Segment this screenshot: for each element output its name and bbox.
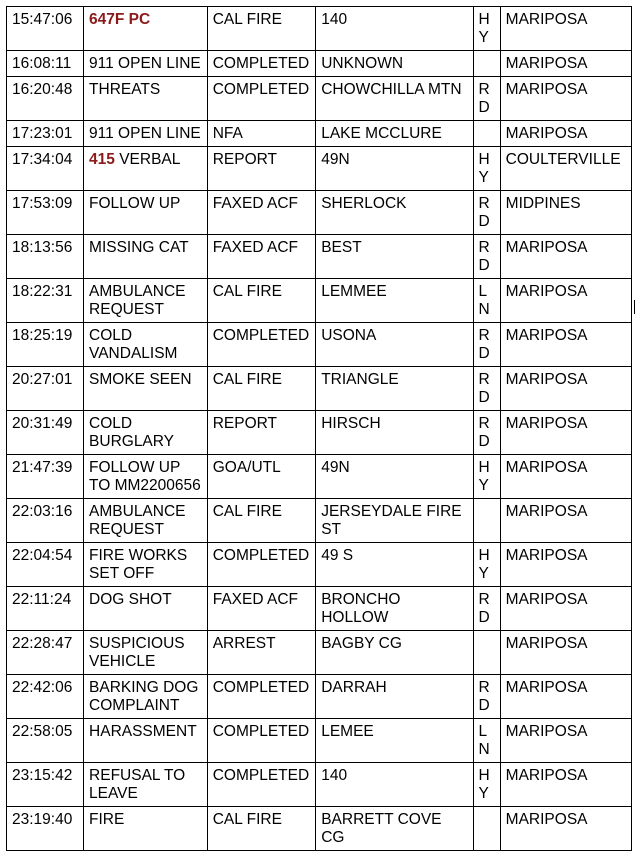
call-nature: HARASSMENT — [89, 723, 197, 740]
type-cell: RD — [473, 675, 500, 719]
city-cell: MIDPINES — [500, 191, 631, 235]
call-nature: SMOKE SEEN — [89, 371, 192, 388]
location-cell: SHERLOCK — [316, 191, 473, 235]
call-nature: FOLLOW UP — [89, 195, 181, 212]
nature-cell — [84, 235, 208, 279]
location-cell: TRIANGLE — [316, 367, 473, 411]
city-cell: MARIPOSA — [500, 675, 631, 719]
disposition-cell: COMPLETED — [207, 719, 316, 763]
time-cell: 17:34:04 — [7, 147, 84, 191]
table-row — [7, 323, 632, 367]
table-row — [7, 807, 632, 851]
call-code: 647F PC — [89, 11, 151, 28]
time-cell: 22:04:54 — [7, 543, 84, 587]
time-cell: 17:23:01 — [7, 121, 84, 147]
location-cell: LAKE MCCLURE — [316, 121, 473, 147]
disposition-cell: CAL FIRE — [207, 7, 316, 51]
city-cell: MARIPOSA — [500, 77, 631, 121]
location-cell: BARRETT COVE CG — [316, 807, 473, 851]
city-cell: MARIPOSA — [500, 543, 631, 587]
time-cell: 20:27:01 — [7, 367, 84, 411]
nature-cell — [84, 807, 208, 851]
type-cell — [473, 51, 500, 77]
time-cell: 22:42:06 — [7, 675, 84, 719]
city-cell: MARIPOSA — [500, 7, 631, 51]
location-cell: BRONCHO HOLLOW — [316, 587, 473, 631]
city-cell: MARIPOSA — [500, 121, 631, 147]
time-cell: 20:31:49 — [7, 411, 84, 455]
call-log-table — [6, 6, 632, 851]
disposition-cell: ARREST — [207, 631, 316, 675]
table-row — [7, 719, 632, 763]
type-cell: RD — [473, 235, 500, 279]
type-cell — [473, 807, 500, 851]
time-cell: 18:25:19 — [7, 323, 84, 367]
type-cell: RD — [473, 191, 500, 235]
nature-cell — [84, 51, 208, 77]
table-row — [7, 191, 632, 235]
city-cell: MARIPOSA — [500, 719, 631, 763]
table-row — [7, 235, 632, 279]
time-cell: 16:20:48 — [7, 77, 84, 121]
call-nature: BARKING DOG COMPLAINT — [89, 679, 199, 714]
call-nature: 911 OPEN LINE — [89, 125, 201, 142]
disposition-cell: COMPLETED — [207, 675, 316, 719]
location-cell: LEMMEE — [316, 279, 473, 323]
time-cell: 22:11:24 — [7, 587, 84, 631]
call-nature: VERBAL — [114, 151, 181, 168]
time-cell: 22:28:47 — [7, 631, 84, 675]
disposition-cell: REPORT — [207, 147, 316, 191]
call-nature: FOLLOW UP TO MM2200656 — [89, 459, 201, 494]
nature-cell — [84, 191, 208, 235]
city-cell: MARIPOSA — [500, 499, 631, 543]
city-cell: MARIPOSA — [500, 411, 631, 455]
table-row — [7, 279, 632, 323]
nature-cell — [84, 367, 208, 411]
type-cell: LN — [473, 279, 500, 323]
nature-cell — [84, 543, 208, 587]
type-cell: HY — [473, 763, 500, 807]
city-cell: MARIPOSA — [500, 631, 631, 675]
nature-cell — [84, 499, 208, 543]
disposition-cell: CAL FIRE — [207, 279, 316, 323]
type-cell: RD — [473, 77, 500, 121]
nature-cell — [84, 77, 208, 121]
type-cell: HY — [473, 543, 500, 587]
table-row — [7, 675, 632, 719]
location-cell: BEST — [316, 235, 473, 279]
location-cell: USONA — [316, 323, 473, 367]
call-nature: AMBULANCE REQUEST — [89, 283, 186, 318]
city-cell: MARIPOSA — [500, 807, 631, 851]
city-cell: MARIPOSA — [500, 763, 631, 807]
nature-cell — [84, 7, 208, 51]
location-cell: DARRAH — [316, 675, 473, 719]
location-cell: JERSEYDALE FIRE ST — [316, 499, 473, 543]
location-cell: LEMEE — [316, 719, 473, 763]
type-cell: HY — [473, 7, 500, 51]
time-cell: 18:13:56 — [7, 235, 84, 279]
table-row — [7, 543, 632, 587]
location-cell: 140 — [316, 7, 473, 51]
disposition-cell: FAXED ACF — [207, 235, 316, 279]
type-cell: RD — [473, 323, 500, 367]
nature-cell — [84, 147, 208, 191]
nature-cell — [84, 719, 208, 763]
nature-cell — [84, 323, 208, 367]
city-cell: COULTERVILLE — [500, 147, 631, 191]
call-nature: DOG SHOT — [89, 591, 172, 608]
call-nature: SUSPICIOUS VEHICLE — [89, 635, 185, 670]
call-nature: FIRE WORKS SET OFF — [89, 547, 188, 582]
disposition-cell: REPORT — [207, 411, 316, 455]
call-code: 415 — [89, 151, 115, 168]
location-cell: 49 S — [316, 543, 473, 587]
nature-cell — [84, 121, 208, 147]
table-row — [7, 367, 632, 411]
page-edge-mark — [634, 300, 635, 314]
disposition-cell: COMPLETED — [207, 77, 316, 121]
disposition-cell: COMPLETED — [207, 543, 316, 587]
city-cell: MARIPOSA — [500, 455, 631, 499]
city-cell: MARIPOSA — [500, 367, 631, 411]
call-nature: THREATS — [89, 81, 161, 98]
disposition-cell: COMPLETED — [207, 51, 316, 77]
location-cell: 49N — [316, 455, 473, 499]
nature-cell — [84, 279, 208, 323]
nature-cell — [84, 411, 208, 455]
disposition-cell: NFA — [207, 121, 316, 147]
location-cell: HIRSCH — [316, 411, 473, 455]
call-nature: MISSING CAT — [89, 239, 189, 256]
time-cell: 16:08:11 — [7, 51, 84, 77]
disposition-cell: COMPLETED — [207, 763, 316, 807]
disposition-cell: CAL FIRE — [207, 367, 316, 411]
type-cell: RD — [473, 587, 500, 631]
nature-cell — [84, 631, 208, 675]
city-cell: MARIPOSA — [500, 51, 631, 77]
table-row — [7, 51, 632, 77]
location-cell: CHOWCHILLA MTN — [316, 77, 473, 121]
type-cell: LN — [473, 719, 500, 763]
table-row — [7, 411, 632, 455]
city-cell: MARIPOSA — [500, 235, 631, 279]
table-row — [7, 631, 632, 675]
city-cell: MARIPOSA — [500, 587, 631, 631]
table-row — [7, 77, 632, 121]
nature-cell — [84, 675, 208, 719]
table-row — [7, 763, 632, 807]
location-cell: BAGBY CG — [316, 631, 473, 675]
table-row — [7, 121, 632, 147]
nature-cell — [84, 763, 208, 807]
disposition-cell: FAXED ACF — [207, 587, 316, 631]
call-nature: 911 OPEN LINE — [89, 55, 201, 72]
table-row — [7, 7, 632, 51]
call-nature: REFUSAL TO LEAVE — [89, 767, 186, 802]
location-cell: 140 — [316, 763, 473, 807]
nature-cell — [84, 587, 208, 631]
time-cell: 23:19:40 — [7, 807, 84, 851]
location-cell: 49N — [316, 147, 473, 191]
type-cell: HY — [473, 147, 500, 191]
time-cell: 17:53:09 — [7, 191, 84, 235]
city-cell: MARIPOSA — [500, 323, 631, 367]
type-cell — [473, 499, 500, 543]
type-cell: RD — [473, 367, 500, 411]
call-nature: AMBULANCE REQUEST — [89, 503, 186, 538]
type-cell — [473, 631, 500, 675]
type-cell: RD — [473, 411, 500, 455]
time-cell: 23:15:42 — [7, 763, 84, 807]
time-cell: 22:58:05 — [7, 719, 84, 763]
call-nature: COLD VANDALISM — [89, 327, 178, 362]
time-cell: 18:22:31 — [7, 279, 84, 323]
type-cell — [473, 121, 500, 147]
table-row — [7, 499, 632, 543]
table-row — [7, 587, 632, 631]
type-cell: HY — [473, 455, 500, 499]
nature-cell — [84, 455, 208, 499]
disposition-cell: GOA/UTL — [207, 455, 316, 499]
call-log-body — [7, 7, 632, 851]
time-cell: 22:03:16 — [7, 499, 84, 543]
time-cell: 15:47:06 — [7, 7, 84, 51]
location-cell: UNKNOWN — [316, 51, 473, 77]
time-cell: 21:47:39 — [7, 455, 84, 499]
call-nature: COLD BURGLARY — [89, 415, 175, 450]
call-nature: FIRE — [89, 811, 125, 828]
city-cell: MARIPOSA — [500, 279, 631, 323]
table-row — [7, 147, 632, 191]
disposition-cell: CAL FIRE — [207, 807, 316, 851]
disposition-cell: FAXED ACF — [207, 191, 316, 235]
table-row — [7, 455, 632, 499]
disposition-cell: CAL FIRE — [207, 499, 316, 543]
disposition-cell: COMPLETED — [207, 323, 316, 367]
